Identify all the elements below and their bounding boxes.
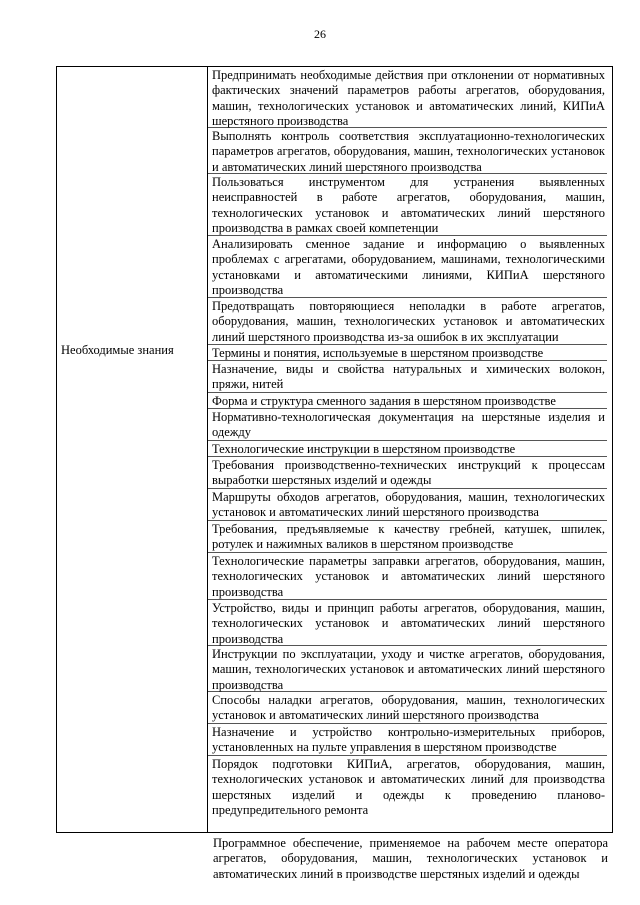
knowledge-item: Назначение и устройство контрольно-измерительных приборов, установленных на пульте управления в шерстяном производстве [208, 724, 607, 756]
knowledge-item: Требования производственно-технических инструкций к процессам выработки шерстяных изделий и одежды [208, 457, 607, 489]
skill-item: Пользоваться инструментом для устранения выявленных неисправностей в работе агрегатов, оборудования, машин, технологических установок и автоматических линий шерстяного производства в рамках своей компетенции [208, 174, 607, 236]
knowledge-item: Порядок подготовки КИПиА, агрегатов, оборудования, машин, технологических установок и автоматических линий для производства шерстяных изделий и одежды к проведению планово-предупредительного ремонта [212, 757, 605, 817]
section-label: Необходимые знания [61, 343, 174, 357]
label-column [57, 67, 208, 833]
knowledge-item: Инструкции по эксплуатации, уходу и чистке агрегатов, оборудования, машин, технологических установок и автоматических линий шерстяного производства [208, 646, 607, 692]
continuation-note: Программное обеспечение, применяемое на рабочем месте оператора агрегатов, оборудования, машин, технологических установок и автоматических линий в производстве шерстяных изделий и одежды [213, 836, 608, 881]
table-row [57, 67, 613, 833]
knowledge-item: Термины и понятия, используемые в шерстяном производстве [208, 345, 607, 361]
knowledge-item: Назначение, виды и свойства натуральных и химических волокон, пряжи, нитей [208, 361, 607, 393]
knowledge-item: Форма и структура сменного задания в шерстяном производстве [208, 393, 607, 409]
knowledge-item: Нормативно-технологическая документация на шерстяные изделия и одежду [208, 409, 607, 441]
knowledge-item: Маршруты обходов агрегатов, оборудования, машин, технологических установок и автоматических линий шерстяного производства [208, 489, 607, 521]
skill-item: Предпринимать необходимые действия при отклонении от нормативных фактических значений параметров работы агрегатов, оборудования, машин, технологических установок и автоматических линий, КИПиА шерстяного производства [208, 67, 607, 128]
skill-item: Выполнять контроль соответствия эксплуатационно-технологических параметров агрегатов, оборудования, машин, технологических установок и автоматических линий шерстяного производства [208, 128, 607, 174]
knowledge-item: Устройство, виды и принцип работы агрегатов, оборудования, машин, технологических установок и автоматических линий шерстяного производства [208, 600, 607, 646]
knowledge-item: Технологические инструкции в шерстяном производстве [208, 441, 607, 457]
content-column [208, 67, 613, 833]
skill-item: Предотвращать повторяющиеся неполадки в работе агрегатов, оборудования, машин, технологических установок и автоматических линий шерстяного производства из-за ошибок в их эксплуатации [208, 298, 607, 345]
knowledge-item: Способы наладки агрегатов, оборудования, машин, технологических установок и автоматических линий шерстяного производства [208, 692, 607, 724]
knowledge-item: Требования, предъявляемые к качеству гребней, катушек, шпилек, ротулек и нажимных валиков в шерстяном производстве [208, 521, 607, 553]
knowledge-item: Технологические параметры заправки агрегатов, оборудования, машин, технологических установок и автоматических линий шерстяного производства [208, 553, 607, 600]
skill-item: Анализировать сменное задание и информацию о выявленных проблемах с агрегатами, оборудованием, машинами, технологическими установками и автоматическими линиями, КИПиА шерстяного производства [208, 236, 607, 298]
page-number: 26 [314, 27, 326, 41]
competency-table [56, 66, 613, 833]
